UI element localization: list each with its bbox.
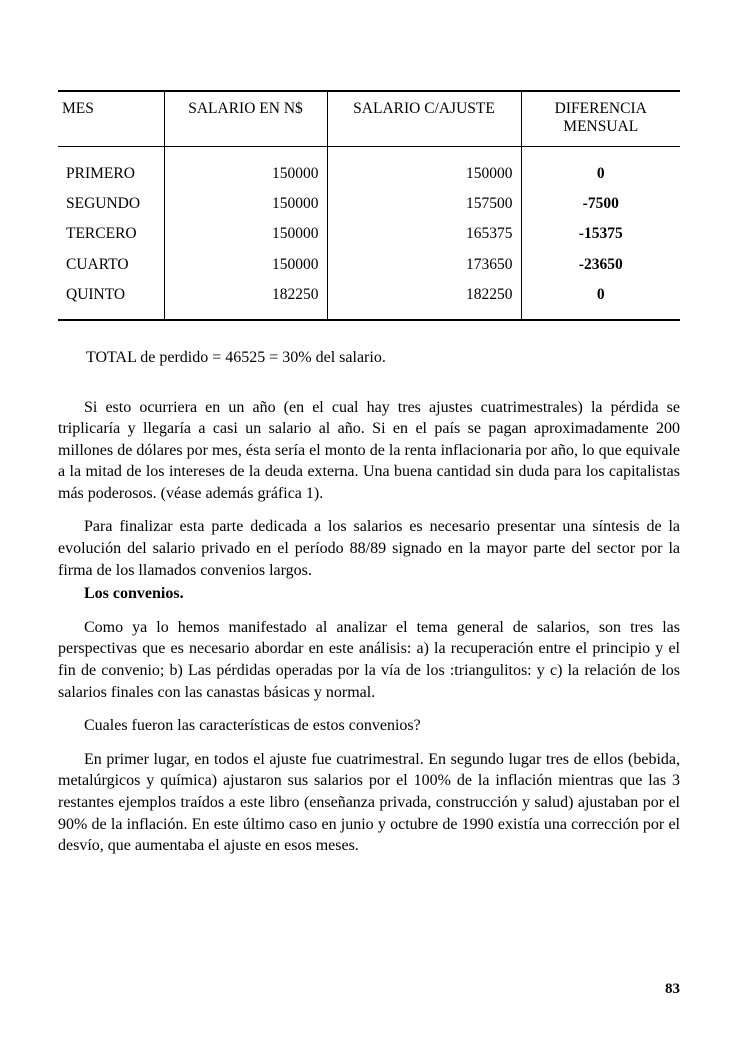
cell-mes: PRIMERO: [66, 164, 135, 182]
table-row: [58, 219, 680, 249]
paragraph-2: Para finalizar esta parte dedicada a los salarios es necesario presentar una síntesis de la evolución del salario privado en el período 88/89 signado en la mayor parte del sector por la firma de los llamados convenios largos.: [58, 518, 680, 579]
table-row: [58, 280, 680, 320]
table-body: [58, 146, 680, 319]
paragraph-4: Cuales fueron las características de estos convenios?: [84, 717, 421, 735]
page-number: 83: [665, 981, 680, 997]
cell-mes: SEGUNDO: [66, 195, 141, 212]
cell-ajuste: 182250: [327, 280, 521, 320]
table-row: [58, 249, 680, 279]
cell-diferencia: -23650: [521, 249, 680, 279]
cell-ajuste: 150000: [327, 146, 521, 188]
column-header-diferencia-line2: MENSUAL: [563, 117, 639, 135]
cell-salario: 150000: [164, 249, 327, 279]
table-row: [58, 146, 680, 188]
column-header-salario-ajuste: SALARIO C/AJUSTE: [327, 91, 521, 146]
column-header-diferencia-line1: DIFERENCIA: [554, 100, 647, 117]
cell-ajuste: 157500: [327, 189, 521, 219]
paragraph-3: Como ya lo hemos manifestado al analizar el tema general de salarios, son tres las perspectivas que es necesario abordar en este análisis: a) la recuperación entre el principio y el fin de convenio; b) Las pérdidas operadas por la vía de los :triangulitos: y c) la relación de los salarios finales con las canastas básicas y normal.: [58, 618, 680, 701]
cell-salario: 150000: [164, 189, 327, 219]
table-header: [58, 91, 680, 146]
section-heading-los-convenios: Los convenios.: [84, 585, 184, 603]
column-header-salario: SALARIO EN N$: [164, 91, 327, 146]
paragraph-5: En primer lugar, en todos el ajuste fue cuatrimestral. En segundo lugar tres de ellos (bebida, metalúrgicos y química) ajustaron sus salarios por el 100% de la inflación mientras que las 3 restantes ejemplos traídos a este libro (enseñanza privada, construcción y salud) ajustaban por el 90% de la inflación. En este último caso en junio y octubre de 1990 existía una corrección por el desvío, que aumentaba el ajuste en esos meses.: [58, 750, 680, 855]
salary-table: [58, 90, 680, 321]
cell-ajuste: 165375: [327, 219, 521, 249]
cell-diferencia: 0: [521, 280, 680, 320]
cell-mes: CUARTO: [66, 255, 129, 273]
cell-salario: 150000: [164, 146, 327, 188]
cell-salario: 150000: [164, 219, 327, 249]
body-text: [58, 397, 680, 857]
cell-mes: QUINTO: [58, 280, 164, 320]
cell-diferencia: 0: [521, 146, 680, 188]
cell-mes: TERCERO: [66, 225, 137, 243]
paragraph-1: Si esto ocurriera en un año (en el cual hay tres ajustes cuatrimestrales) la pérdida se triplicaría y llegaría a casi un salario al año. Si en el país se pagan aproximadamente 200 millones de dólares por mes, ésta sería el monto de la renta inflacionaria por año, lo que equivale a la mitad de los intereses de la deuda externa. Una buena cantidad sin duda para los capitalistas más poderosos. (véase además gráfica 1).: [58, 398, 680, 502]
cell-salario: 182250: [164, 280, 327, 320]
page-content: [58, 90, 680, 859]
column-header-mes: MES: [58, 91, 164, 146]
column-header-diferencia-mensual: [521, 91, 680, 146]
table-row: [58, 189, 680, 219]
cell-diferencia: -7500: [521, 189, 680, 219]
cell-ajuste: 173650: [327, 249, 521, 279]
total-summary-line: TOTAL de perdido = 46525 = 30% del salario.: [86, 348, 386, 366]
cell-diferencia: -15375: [521, 219, 680, 249]
table-header-row: [58, 91, 680, 146]
